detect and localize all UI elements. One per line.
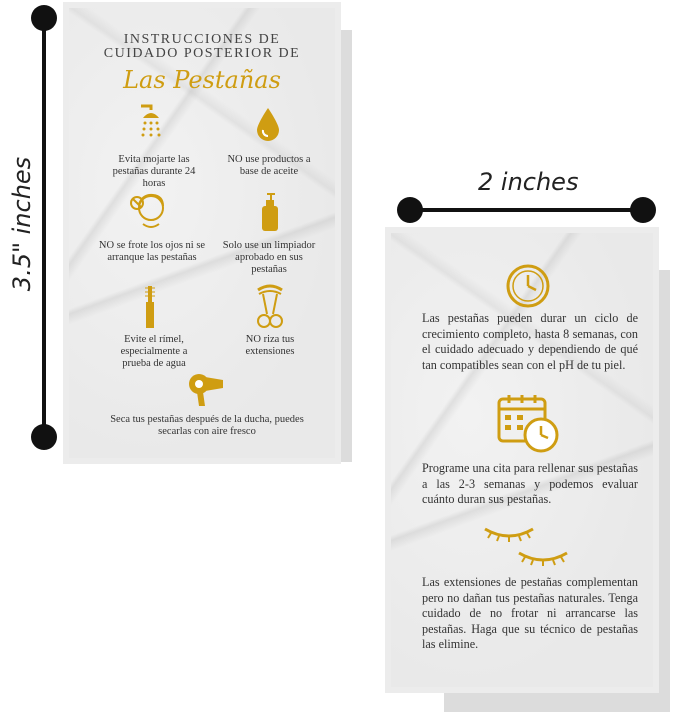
width-measure-line <box>408 208 642 212</box>
height-measure-bottom-dot <box>31 424 57 450</box>
height-measure-line <box>42 18 46 436</box>
width-label: 2 inches <box>478 168 579 196</box>
shower-icon <box>135 104 163 138</box>
hair-dryer-icon <box>187 372 227 408</box>
back-card <box>385 227 659 693</box>
item-text-approved-cleanser: Solo use un limpiador aprobado en sus pestañas <box>222 240 316 275</box>
front-title-line1: INSTRUCCIONES DE <box>123 32 281 47</box>
item-text-no-oil: NO use productos a base de aceite <box>227 154 311 177</box>
face-rubbing-eyes-icon <box>129 190 169 230</box>
calendar-clock-icon <box>495 393 561 455</box>
eyelash-curler-icon <box>255 284 285 330</box>
height-label: 3.5" inches <box>8 156 36 292</box>
item-text-no-rubbing: NO se frote los ojos ni se arranque las pestañas <box>98 240 206 263</box>
item-text-no-curling: NO riza tus extensiones <box>245 334 295 357</box>
item-text-no-wetting: Evita mojarte las pestañas durante 24 horas <box>112 154 196 189</box>
cleanser-bottle-icon <box>259 192 281 232</box>
front-title-line2: CUIDADO POSTERIOR DE <box>103 46 301 61</box>
item-text-avoid-mascara: Evite el rímel, especialmente a prueba de agua <box>120 334 188 369</box>
front-script-title: Las Pestañas <box>123 66 281 94</box>
oil-drop-icon <box>255 106 281 142</box>
width-measure-left-dot <box>397 197 423 223</box>
item-text-dry-lashes: Seca tus pestañas después de la ducha, puedes secarlas con aire fresco <box>110 414 304 437</box>
back-paragraph-extensions: Las extensiones de pestañas complementan pero no dañan tus pestañas naturales. Tenga cuidado de no frotar ni arrancarse las pestañas. Haga que su técnico de pestañas las elimine. <box>422 575 638 651</box>
closed-eyes-icon <box>479 523 579 573</box>
clock-icon <box>505 263 551 309</box>
back-paragraph-growth-cycle: Las pestañas pueden durar un ciclo de crecimiento completo, hasta 8 semanas, con el cuidado adecuado y dependiendo de qué tan compatibles sean con el pH de tu piel. <box>422 311 638 372</box>
width-measure-right-dot <box>630 197 656 223</box>
mascara-icon <box>142 284 158 330</box>
height-measure-top-dot <box>31 5 57 31</box>
back-paragraph-refill: Programe una cita para rellenar sus pestañas a las 2-3 semanas y podemos evaluar cuánto duran sus pestañas. <box>422 461 638 506</box>
front-card <box>63 2 341 464</box>
